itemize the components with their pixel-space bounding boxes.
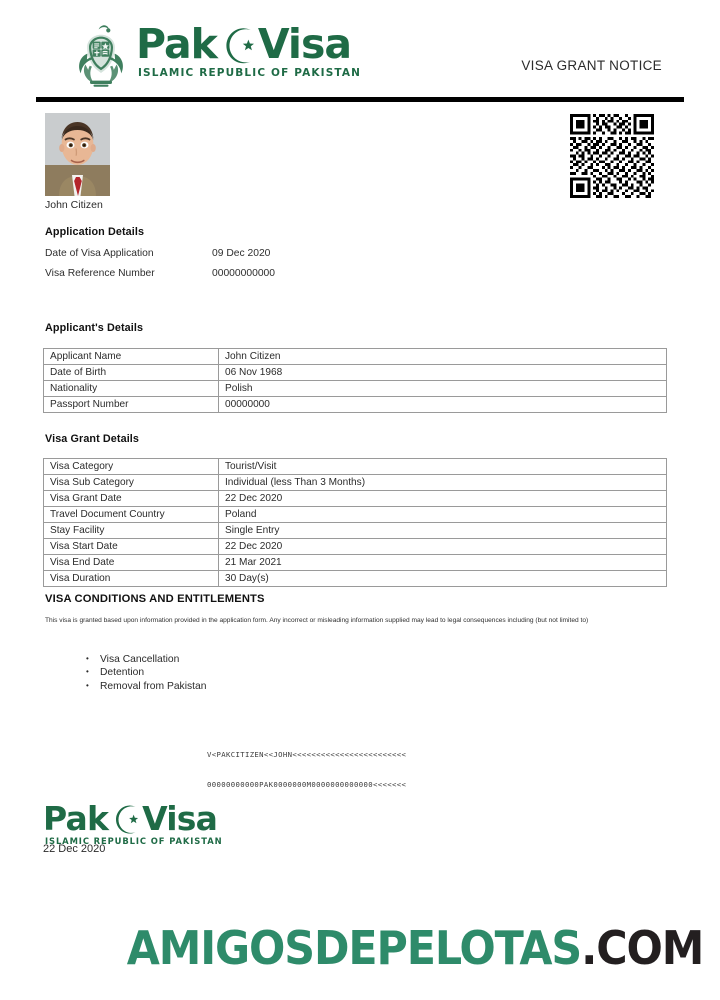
table-row	[44, 571, 667, 587]
table-row	[44, 523, 667, 539]
table-row	[44, 555, 667, 571]
cell-value: Polish	[219, 381, 667, 397]
footer-brand-word-visa: Visa	[142, 799, 218, 838]
application-detail-row	[45, 248, 445, 259]
table-row	[44, 507, 667, 523]
table-row	[44, 381, 667, 397]
cell-label: Stay Facility	[44, 523, 219, 539]
pakistan-state-emblem-icon	[74, 22, 128, 88]
cell-value: Poland	[219, 507, 667, 523]
detail-value: 09 Dec 2020	[212, 248, 271, 259]
table-row	[44, 539, 667, 555]
brand-tagline: ISLAMIC REPUBLIC OF PAKISTAN	[138, 67, 362, 79]
visa-grant-details-table	[43, 458, 667, 587]
detail-value: 00000000000	[212, 268, 275, 279]
footer-brand-tagline: ISLAMIC REPUBLIC OF PAKISTAN	[45, 836, 223, 846]
pakvisa-logo	[74, 22, 361, 88]
detail-label: Date of Visa Application	[45, 248, 154, 259]
cell-value: Individual (less Than 3 Months)	[219, 475, 667, 491]
cell-label: Visa Start Date	[44, 539, 219, 555]
cell-value: Single Entry	[219, 523, 667, 539]
table-row	[44, 475, 667, 491]
site-watermark	[50, 922, 720, 974]
visa-conditions-heading: VISA CONDITIONS AND ENTITLEMENTS	[45, 593, 265, 605]
cell-value: 30 Day(s)	[219, 571, 667, 587]
brand-word-pak: Pak	[136, 20, 217, 68]
cell-value: 06 Nov 1968	[219, 365, 667, 381]
cell-label: Visa Grant Date	[44, 491, 219, 507]
table-row	[44, 397, 667, 413]
crescent-star-icon	[218, 25, 256, 65]
table-row	[44, 365, 667, 381]
cell-label: Travel Document Country	[44, 507, 219, 523]
qr-code-icon	[570, 114, 654, 198]
cell-value: John Citizen	[219, 349, 667, 365]
cell-label: Passport Number	[44, 397, 219, 413]
footer-pakvisa-logo	[43, 800, 222, 846]
cell-value: 22 Dec 2020	[219, 539, 667, 555]
cell-label: Date of Birth	[44, 365, 219, 381]
applicant-photo-caption: John Citizen	[45, 199, 103, 211]
visa-conditions-list	[78, 653, 206, 693]
applicant-details-heading: Applicant's Details	[45, 322, 144, 334]
cell-label: Visa Duration	[44, 571, 219, 587]
mrz-line-1: V<PAKCITIZEN<<JOHN<<<<<<<<<<<<<<<<<<<<<<<<	[207, 750, 407, 759]
crescent-star-icon	[109, 803, 140, 835]
cell-label: Applicant Name	[44, 349, 219, 365]
footer-brand-word-pak: Pak	[43, 799, 109, 838]
list-item: • Detention	[100, 666, 206, 679]
list-item: • Removal from Pakistan	[100, 680, 206, 693]
brand-wordmark	[136, 22, 361, 79]
cell-value: 21 Mar 2021	[219, 555, 667, 571]
cell-label: Visa End Date	[44, 555, 219, 571]
cell-label: Nationality	[44, 381, 219, 397]
visa-conditions-paragraph: This visa is granted based upon information provided in the application form. Any incorrect or misleading information supplied may lead to legal consequences including (but not limited to)	[45, 617, 589, 624]
watermark-secondary: .COM	[581, 921, 704, 975]
list-item: • Visa Cancellation	[100, 653, 206, 666]
detail-label: Visa Reference Number	[45, 268, 155, 279]
applicant-details-table	[43, 348, 667, 413]
application-detail-row	[45, 268, 445, 279]
cell-value: Tourist/Visit	[219, 459, 667, 475]
footer-issue-date: 22 Dec 2020	[43, 843, 106, 855]
table-row	[44, 459, 667, 475]
page-title: VISA GRANT NOTICE	[521, 58, 662, 73]
watermark-primary: AMIGOSDEPELOTAS	[126, 921, 582, 975]
cell-value: 00000000	[219, 397, 667, 413]
header-divider	[36, 97, 684, 102]
visa-grant-details-heading: Visa Grant Details	[45, 433, 140, 445]
table-row	[44, 491, 667, 507]
mrz-line-2: 00000000000PAK0000000M0000000000000<<<<<<<	[207, 780, 407, 789]
cell-label: Visa Category	[44, 459, 219, 475]
machine-readable-zone	[207, 730, 406, 810]
applicant-photo-icon	[45, 113, 110, 196]
cell-value: 22 Dec 2020	[219, 491, 667, 507]
cell-label: Visa Sub Category	[44, 475, 219, 491]
table-row	[44, 349, 667, 365]
brand-word-visa: Visa	[257, 20, 352, 68]
application-details-heading: Application Details	[45, 226, 145, 238]
document-header	[36, 22, 684, 90]
